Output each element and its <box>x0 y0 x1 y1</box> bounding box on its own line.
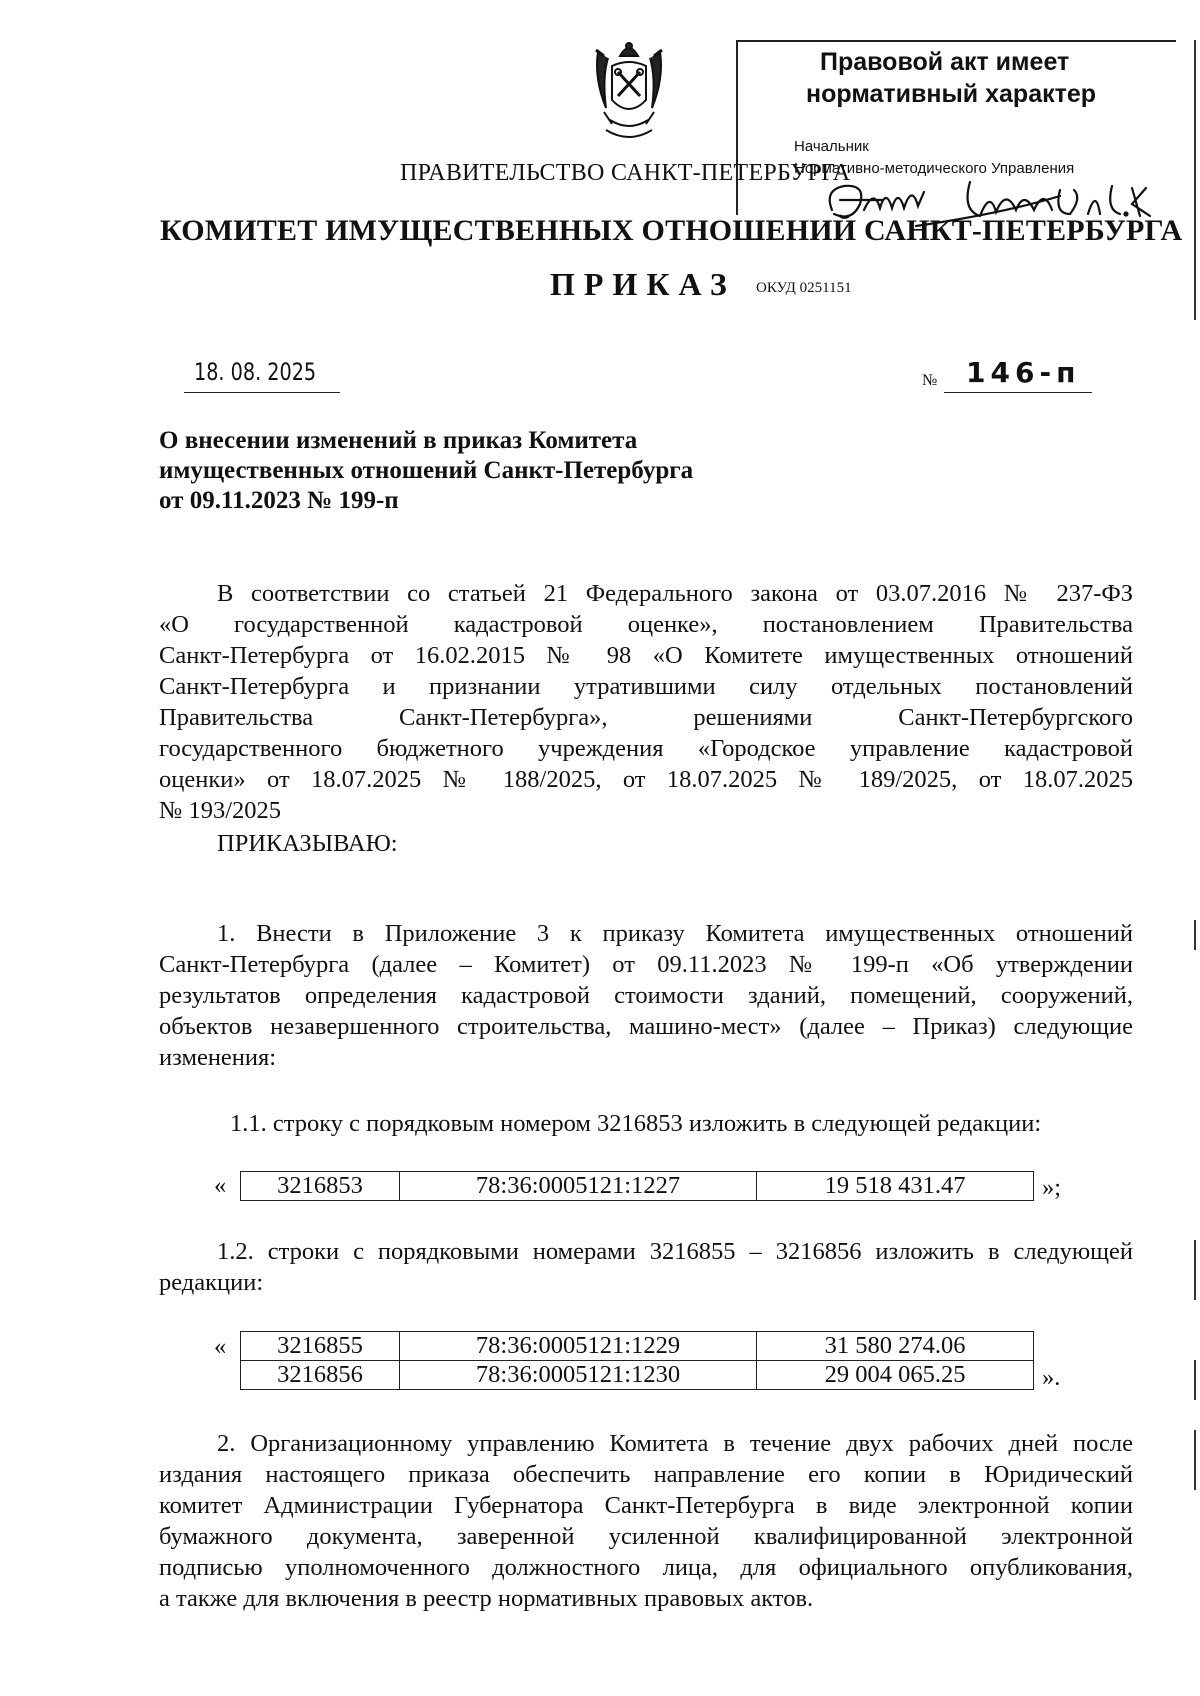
stamp-position-1: Начальник <box>794 138 869 155</box>
text-line: а также для включения в реестр нормативных правовых актов. <box>159 1585 814 1612</box>
stamp-position-2: Нормативно-методического Управления <box>794 160 1075 177</box>
date-underline <box>184 392 340 393</box>
table-cell-cadastral-number: 78:36:0005121:1229 <box>400 1332 757 1361</box>
text-line: издания настоящего приказа обеспечить направление его копии в Юридический <box>159 1461 1133 1488</box>
number-underline <box>944 392 1092 393</box>
scan-edge-mark <box>1194 1240 1196 1300</box>
table-cell-cadastral-number: 78:36:0005121:1227 <box>400 1172 757 1201</box>
order-word: ПРИКАЗЫВАЮ: <box>217 830 398 857</box>
table-row <box>241 1332 1034 1361</box>
text-line: Санкт-Петербурга и признании утратившими силу отдельных постановлений <box>159 673 1133 700</box>
text-line: В соответствии со статьей 21 Федерального закона от 03.07.2016 № 237-ФЗ <box>217 580 1133 607</box>
subject-line: от 09.11.2023 № 199-п <box>159 487 399 514</box>
text-line: «О государственной кадастровой оценке», постановлением Правительства <box>159 611 1133 638</box>
text-line: бумажного документа, заверенной усиленной квалифицированной электронной <box>159 1523 1133 1550</box>
coat-of-arms-icon <box>590 38 668 146</box>
table-cell-seq-number: 3216855 <box>241 1332 400 1361</box>
text-line: результатов определения кадастровой стоимости зданий, помещений, сооружений, <box>159 982 1133 1009</box>
stamp-line-2: нормативный характер <box>806 80 1097 108</box>
text-line: объектов незавершенного строительства, машино-мест» (далее – Приказ) следующие <box>159 1013 1133 1040</box>
number-sign: № <box>922 372 938 389</box>
document-type-title: ПРИКАЗ <box>550 266 736 302</box>
text-line: изменения: <box>159 1044 277 1071</box>
subject-line: имущественных отношений Санкт-Петербурга <box>159 457 694 484</box>
text-line: 1. Внести в Приложение 3 к приказу Комитета имущественных отношений <box>217 920 1133 947</box>
order-date: 18. 08. 2025 <box>194 358 317 386</box>
scan-edge-mark <box>1194 1430 1196 1490</box>
scan-edge-mark <box>1194 1360 1196 1400</box>
table-cell-cadastral-value: 31 580 274.06 <box>757 1332 1034 1361</box>
change-table-2 <box>240 1331 1034 1390</box>
table-cell-cadastral-value: 29 004 065.25 <box>757 1361 1034 1390</box>
committee-title: КОМИТЕТ ИМУЩЕСТВЕННЫХ ОТНОШЕНИЙ САНКТ-ПЕТЕРБУРГА <box>160 214 1183 247</box>
text-line: подписью уполномоченного должностного лица, для официального опубликования, <box>159 1554 1133 1581</box>
table-row <box>241 1361 1034 1390</box>
government-title: ПРАВИТЕЛЬСТВО САНКТ-ПЕТЕРБУРГА <box>400 160 851 186</box>
table-cell-cadastral-number: 78:36:0005121:1230 <box>400 1361 757 1390</box>
item-1-1-paragraph: 1.1. строку с порядковым номером 3216853 изложить в следующей редакции: <box>230 1110 1042 1137</box>
text-line: № 193/2025 <box>159 797 282 824</box>
table-row <box>241 1172 1034 1201</box>
text-line: Санкт-Петербурга (далее – Комитет) от 09.11.2023 № 199-п «Об утверждении <box>159 951 1133 978</box>
table-open-quote: « <box>214 1172 227 1199</box>
text-line: редакции: <box>159 1269 264 1296</box>
text-line: 2. Организационному управлению Комитета в течение двух рабочих дней после <box>217 1430 1133 1457</box>
text-line: Правительства Санкт-Петербурга», решениями Санкт-Петербургского <box>159 704 1133 731</box>
preamble-paragraph <box>159 578 1133 826</box>
text-line: оценки» от 18.07.2025 № 188/2025, от 18.07.2025 № 189/2025, от 18.07.2025 <box>159 766 1133 793</box>
order-number: 146-п <box>966 356 1081 389</box>
table-close-quote: ». <box>1042 1364 1061 1391</box>
table-cell-seq-number: 3216856 <box>241 1361 400 1390</box>
table-cell-seq-number: 3216853 <box>241 1172 400 1201</box>
order-subject <box>159 426 799 516</box>
subject-line: О внесении изменений в приказ Комитета <box>159 427 638 454</box>
item-1-paragraph <box>159 918 1133 1073</box>
table-open-quote: « <box>214 1333 227 1360</box>
text-line: комитет Администрации Губернатора Санкт-Петербурга в виде электронной копии <box>159 1492 1133 1519</box>
text-line: 1.2. строки с порядковыми номерами 3216855 – 3216856 изложить в следующей <box>217 1238 1133 1265</box>
text-line: Санкт-Петербурга от 16.02.2015 № 98 «О Комитете имущественных отношений <box>159 642 1133 669</box>
scan-edge-mark <box>1194 920 1196 950</box>
scan-edge-mark <box>1194 40 1196 320</box>
stamp-line-1: Правовой акт имеет <box>820 48 1070 76</box>
text-line: государственного бюджетного учреждения «Городское управление кадастровой <box>159 735 1133 762</box>
okud-code: ОКУД 0251151 <box>756 280 852 296</box>
table-close-quote: »; <box>1042 1174 1062 1201</box>
table-cell-cadastral-value: 19 518 431.47 <box>757 1172 1034 1201</box>
change-table-1 <box>240 1171 1034 1201</box>
item-2-paragraph <box>159 1428 1133 1614</box>
item-1-2-paragraph <box>159 1236 1133 1298</box>
